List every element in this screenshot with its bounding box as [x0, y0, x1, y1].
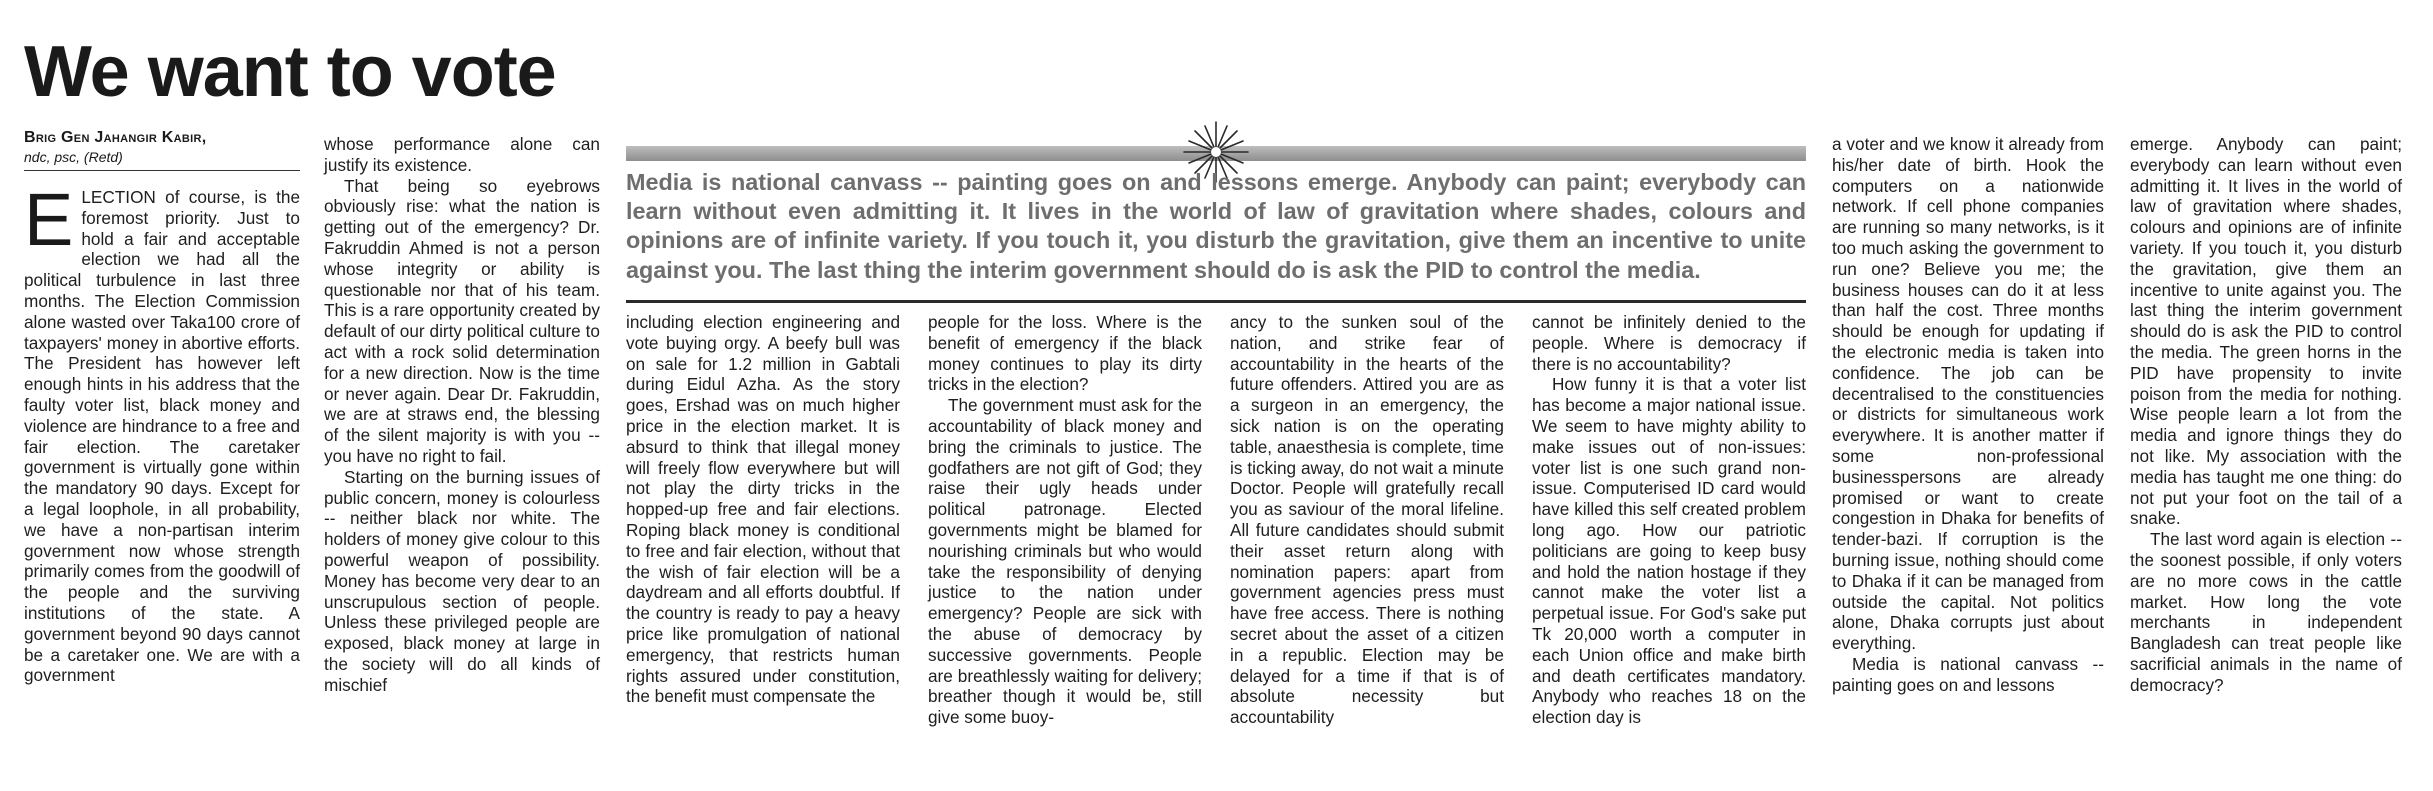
- column-8-paragraph-1: emerge. Anybody can paint; everybody can learn without even admitting it. It lives in the world of law of gravitation where shades, colours and opinions are of infinite variety. If you touch it, you disturb the gravitation, give them an incentive to unite against you. The last thing the interim government should do is ask the PID to control the media. The green horns in the PID have propensity to invite poison from the media for nothing. Wise people learn a lot from the media and ignore things they do not like. My association with the media has taught me one thing: do not put your foot on the tail of a snake.: [2130, 134, 2402, 529]
- column-8: [2130, 134, 2402, 696]
- byline: [24, 128, 300, 171]
- column-1: [24, 178, 300, 686]
- column-6-paragraph-2: How funny it is that a voter list has become a major national issue. We seem to have mighty ability to make issues out of non-issues: voter list is one such grand non-issue. Computerised ID card would have killed this self created problem long ago. How our patriotic politicians are going to keep busy and hold the nation hostage if they cannot make the voter list a perpetual issue. For God's sake put Tk 20,000 worth a computer in each Union office and make birth and death certificates mandatory. Anybody who reaches 18 on the election day is: [1532, 374, 1806, 728]
- author-credentials: ndc, psc, (Retd): [24, 149, 123, 165]
- column-2-paragraph-3: Starting on the burning issues of public concern, money is colourless -- neither black nor white. The holders of money give colour to this powerful weapon of possibility. Money has become very dear to an unscrupulous section of people. Unless these privileged people are exposed, black money at large in the society will do all kinds of mischief: [324, 466, 600, 695]
- column-1-paragraph-1: [24, 178, 300, 686]
- pull-quote-box: [626, 142, 1806, 306]
- column-2: [324, 134, 600, 696]
- column-1-paragraph-1-text: LECTION of course, is the foremost priority. Just to hold a fair and acceptable election we had all the political turbulence in last three months. The Election Commission alone wasted over Taka100 crore of taxpayers' money in abortive efforts. The President has however left enough hints in his address that the faulty voter list, black money and violence are hindrance to a free and fair election. The caretaker government is virtually gone within the mandatory 90 days. Except for a legal loophole, in all probability, we have a non-partisan interim government now whose strength primarily comes from the goodwill of the people and the surviving institutions of the state. A government beyond 90 days cannot be a caretaker one. We are with a government: [24, 187, 300, 686]
- column-7: [1832, 134, 2104, 696]
- column-4-paragraph-1: people for the loss. Where is the benefit of emergency if the black money continues to play its dirty tricks in the election?: [928, 312, 1202, 395]
- column-6: [1532, 312, 1806, 728]
- column-2-paragraph-1: whose performance alone can justify its existence.: [324, 134, 600, 175]
- byline-rule: [24, 170, 300, 171]
- drop-cap: E: [24, 178, 74, 261]
- column-6-paragraph-1: cannot be infinitely denied to the people. Where is democracy if there is no accountability?: [1532, 312, 1806, 374]
- author-name: Brig Gen Jahangir Kabir,: [24, 129, 207, 146]
- column-3-paragraph-1: including election engineering and vote buying orgy. A beefy bull was on sale for 1.2 million in Gabtali during Eidul Azha. As the story goes, Ershad was on much higher price in the election market. It is absurd to think that illegal money will freely flow everywhere but will not play the dirty tricks in the hopped-up free and fair elections. Roping black money is conditional to free and fair election, without that the wish of fair election will be a daydream and all efforts doubtful. If the country is ready to pay a heavy price like promulgation of national emergency, that restricts human rights assured under constitution, the benefit must compensate the: [626, 312, 900, 707]
- column-5-paragraph-1: ancy to the sunken soul of the nation, and strike fear of accountability in the hearts of the future offenders. Attired you are as a surgeon in an emergency, the sick nation is on the operating table, anaesthesia is complete, time is ticking away, do not wait a minute Doctor. People will gratefully recall you as saviour of the moral lifeline. All future candidates should submit their asset return along with nomination papers: apart from government agencies press must have free access. There is nothing secret about the asset of a citizen in a republic. Election may be delayed for a time if that is of absolute necessity but accountability: [1230, 312, 1504, 728]
- pull-quote-text: Media is national canvass -- painting goes on and lessons emerge. Anybody can paint; everybody can learn without even admitting it. It lives in the world of law of gravitation where shades, colours and opinions are of infinite variety. If you touch it, you disturb the gravitation, give them an incentive to unite against you. The last thing the interim government should do is ask the PID to control the media.: [626, 169, 1806, 283]
- headline: We want to vote: [24, 32, 556, 112]
- column-7-paragraph-1: a voter and we know it already from his/her date of birth. Hook the computers on a nationwide network. If cell phone companies are running so many networks, is it too much asking the government to run one? Believe you me; the business houses can do it at less than half the cost. Three months should be enough for updating if the electronic media is taken into confidence. The job can be decentralised to the constituencies or districts for simultaneous work everywhere. It is another matter if some non-professional businesspersons are already promised or want to create congestion in Dhaka for benefits of tender-bazi. If corruption is the burning issue, nothing should come to Dhaka if it can be managed from outside the capital. Not politics alone, Dhaka corrupts just about everything.: [1832, 134, 2104, 654]
- column-4-paragraph-2: The government must ask for the accountability of black money and bring the criminals to justice. The godfathers are not gift of God; they raise their ugly heads under political patronage. Elected governments might be blamed for nourishing criminals but who would take the responsibility of denying justice to the nation under emergency? People are sick with the abuse of democracy by successive governments. People are breathlessly waiting for delivery; breather though it would be, still give some buoy-: [928, 395, 1202, 728]
- column-7-paragraph-2: Media is national canvass -- painting goes on and lessons: [1832, 653, 2104, 695]
- pull-quote-bottom-rule: [626, 300, 1806, 303]
- column-5: [1230, 312, 1504, 728]
- column-4: [928, 312, 1202, 728]
- column-8-paragraph-2: The last word again is election -- the soonest possible, if only voters are no more cows in the cattle market. How long the vote merchants in independent Bangladesh can treat people like sacrificial animals in the name of democracy?: [2130, 529, 2402, 695]
- column-3: [626, 312, 900, 707]
- column-2-paragraph-2: That being so eyebrows obviously rise: what the nation is getting out of the emergency? Dr. Fakruddin Ahmed is not a person whose integrity or ability is questionable nor that of his team. This is a rare opportunity created by default of our dirty political culture to act with a rock solid determination for a new direction. Now is the time or never again. Dear Dr. Fakruddin, we are at straws end, the blessing of the silent majority is with you -- you have no right to fail.: [324, 175, 600, 466]
